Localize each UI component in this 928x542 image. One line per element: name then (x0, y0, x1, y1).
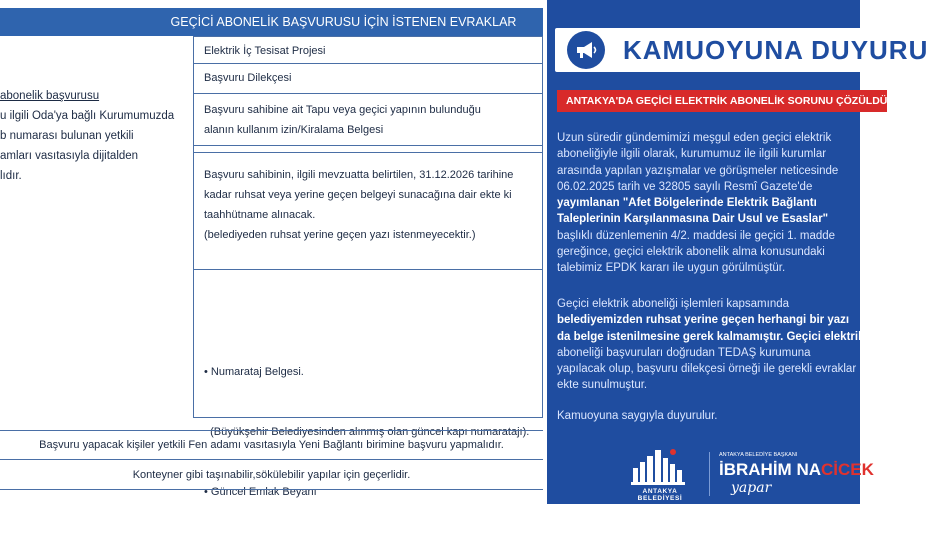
closing-line: Kamuoyuna saygıyla duyurulur. (557, 410, 718, 422)
paragraph-line: belediyemizden ruhsat yerine geçen herhangi bir yazı (557, 314, 850, 327)
paragraph-line: Geçici elektrik aboneliği işlemleri kapsamında (557, 298, 790, 310)
mayor-name-first: İBRAHİM NA (719, 460, 821, 479)
application-note (0, 86, 190, 186)
public-announcement (547, 0, 928, 504)
mayor-slogan: yapar (731, 480, 772, 496)
paragraph-line: ekte sunulmuştur. (557, 379, 648, 392)
doc-item (194, 152, 542, 270)
paragraph-line: başlıklı düzenlemenin 4/2. maddesi ile geçici 1. madde (557, 229, 836, 242)
footer-divider (709, 452, 710, 496)
note-line: u ilgili Oda'ya bağlı Kurumumuzda (0, 110, 175, 122)
doc-item (194, 64, 542, 94)
paragraph-line: talebimiz EPDK kararı ile uygun görülmüştür. (557, 262, 786, 275)
bottom-note-text: Başvuru yapacak kişiler yetkili Fen adamı vasıtasıyla Yeni Bağlantı birimine başvuru yapmalıdır. (39, 439, 504, 451)
table-header (0, 8, 543, 36)
doc-line: Başvuru sahibinin, ilgili mevzuatta belirtilen, 31.12.2026 tarihine (204, 169, 514, 181)
paragraph-line: gereğince, geçici elektrik abonelik alma konusundaki (557, 246, 825, 259)
doc-line: (Büyükşehir Belediyesinden alınmış olan güncel kapı numaratajı). (204, 426, 530, 438)
table-header-title: GEÇİCİ ABONELİK BAŞVURUSU İÇİN İSTENEN EVRAKLAR (170, 15, 517, 29)
doc-item (194, 38, 542, 64)
doc-line: kadar ruhsat veya yerine geçen belgeyi sunacağına dair ekte ki (204, 189, 512, 201)
doc-line: taahhütname alınacak. (204, 209, 316, 221)
paragraph-line: da belge istenilmesine gerek kalmamıştır. Geçici elektrik (557, 330, 865, 343)
paragraph-line: Taleplerinin Karşılanmasına Dair Usul ve Esaslar" (557, 213, 829, 226)
paragraph-line: yapılacak olup, başvuru dilekçesi örneği ile gerekli evraklar (557, 363, 857, 376)
doc-line: • Güncel Emlak Beyanı (204, 486, 317, 498)
municipality-name: ANTAKYA BELEDİYESİ (637, 488, 683, 502)
doc-line: Başvuru sahibine ait Tapu veya geçici yapının bulunduğu (204, 104, 481, 116)
note-line: abonelik başvurusu (0, 90, 100, 102)
note-line: lıdır. (0, 170, 22, 182)
bottom-note-row (0, 460, 543, 490)
megaphone-icon (567, 31, 605, 69)
doc-item (194, 94, 542, 146)
mayor-name-last: CİCEK (821, 460, 874, 479)
announcement-paragraph (557, 296, 864, 394)
bottom-note-row (0, 430, 543, 460)
note-line: amları vasıtasıyla dijitalden (0, 150, 139, 162)
paragraph-line: yayımlanan "Afet Bölgelerinde Elektrik Bağlantı (557, 197, 817, 210)
doc-line: alanın kullanım izin/Kiralama Belgesi (204, 124, 384, 136)
paragraph-line: aboneliğiyle ilgili olarak, kurumumuz ile ilgili kurumlar (557, 148, 827, 161)
paragraph-line: Uzun süredir gündemimizi meşgul eden geçici elektrik (557, 132, 832, 144)
banner-title: KAMUOYUNA DUYURU (623, 35, 928, 65)
paragraph-line: arasında yapılan yazışmalar ve görüşmeler neticesinde (557, 164, 839, 177)
doc-line: Elektrik İç Tesisat Projesi (204, 45, 326, 57)
mayor-role: ANTAKYA BELEDİYE BAŞKANI (719, 452, 798, 458)
announcement-paragraph (557, 130, 838, 277)
doc-line: Başvuru Dilekçesi (204, 72, 292, 84)
doc-line: (belediyeden ruhsat yerine geçen yazı istenmeyecektir.) (204, 229, 476, 241)
paragraph-line: 06.02.2025 tarih ve 32805 sayılı Resmî Gazete'de (557, 180, 813, 193)
paragraph-line: aboneliği başvuruları doğrudan TEDAŞ kurumuna (557, 346, 811, 359)
note-line: b numarası bulunan yetkili (0, 130, 134, 142)
bottom-note-text: Konteyner gibi taşınabilir,sökülebilir yapılar için geçerlidir. (132, 468, 411, 481)
mayor-name (719, 460, 874, 480)
headline-bar: ANTAKYA'DA GEÇİCİ ELEKTRİK ABONELİK SORUNU ÇÖZÜLDÜ (557, 90, 887, 112)
doc-line: • Numarataj Belgesi. (204, 366, 304, 378)
